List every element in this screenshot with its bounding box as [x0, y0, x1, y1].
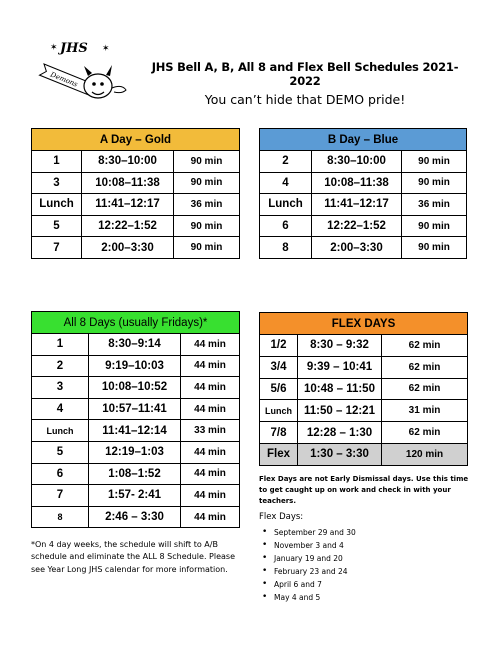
all-8-days-schedule-table [31, 311, 240, 528]
table-row [32, 334, 240, 356]
minutes-cell: 44 min [181, 485, 240, 507]
list-item: • January 19 and 20 [259, 552, 469, 565]
period-cell: 6 [32, 463, 89, 485]
minutes-cell: 90 min [402, 237, 467, 259]
demon-mascot-icon [38, 38, 130, 110]
minutes-cell: 90 min [402, 151, 467, 173]
time-cell: 12:19–1:03 [89, 441, 181, 463]
school-logo [38, 38, 130, 110]
a-day-schedule-table [31, 128, 240, 259]
time-cell: 12:28 – 1:30 [298, 422, 382, 444]
period-cell: Lunch [32, 194, 82, 216]
period-cell: Lunch [260, 194, 312, 216]
period-cell: 2 [32, 355, 89, 377]
period-cell: Lunch [260, 400, 298, 422]
table-row [32, 463, 240, 485]
period-cell: 1 [32, 151, 82, 173]
minutes-cell: 62 min [382, 422, 468, 444]
table-row [32, 355, 240, 377]
svg-text:✶: ✶ [102, 43, 110, 53]
period-cell: 8 [260, 237, 312, 259]
time-cell: 10:08–11:38 [312, 172, 402, 194]
table-row [260, 400, 468, 422]
minutes-cell: 44 min [181, 506, 240, 528]
minutes-cell: 62 min [382, 356, 468, 378]
time-cell: 12:22–1:52 [312, 215, 402, 237]
table-row [32, 151, 240, 173]
period-cell: 8 [32, 506, 89, 528]
table-row [260, 237, 467, 259]
minutes-cell: 44 min [181, 463, 240, 485]
logo-banner-text: Demons [49, 70, 79, 89]
period-cell: 5/6 [260, 378, 298, 400]
period-cell: 5 [32, 215, 82, 237]
period-cell: 6 [260, 215, 312, 237]
table-row [32, 398, 240, 420]
table-row [260, 443, 468, 465]
period-cell: 3/4 [260, 356, 298, 378]
time-cell: 12:22–1:52 [82, 215, 174, 237]
time-cell: 9:19–10:03 [89, 355, 181, 377]
period-cell: 3 [32, 377, 89, 399]
minutes-cell: 90 min [174, 151, 240, 173]
four-day-week-footnote: *On 4 day weeks, the schedule will shift to A/B schedule and eliminate the ALL 8 Schedule. Please see Year Long JHS calendar for more information. [31, 540, 235, 574]
time-cell: 11:50 – 12:21 [298, 400, 382, 422]
minutes-cell: 90 min [174, 215, 240, 237]
b-day-title: B Day – Blue [260, 129, 467, 151]
minutes-cell: 62 min [382, 378, 468, 400]
page-heading [140, 60, 470, 107]
minutes-cell: 44 min [181, 355, 240, 377]
minutes-cell: 120 min [382, 443, 468, 465]
period-cell: 5 [32, 441, 89, 463]
period-cell: 4 [260, 172, 312, 194]
time-cell: 2:00–3:30 [312, 237, 402, 259]
minutes-cell: 36 min [174, 194, 240, 216]
table-row [32, 172, 240, 194]
period-cell: 3 [32, 172, 82, 194]
time-cell: 2:00–3:30 [82, 237, 174, 259]
list-item: • September 29 and 30 [259, 526, 469, 539]
time-cell: 8:30–9:14 [89, 334, 181, 356]
minutes-cell: 44 min [181, 377, 240, 399]
list-item: • November 3 and 4 [259, 539, 469, 552]
period-cell: 2 [260, 151, 312, 173]
table-row [32, 441, 240, 463]
time-cell: 1:57- 2:41 [89, 485, 181, 507]
period-cell: 7/8 [260, 422, 298, 444]
time-cell: 8:30–10:00 [312, 151, 402, 173]
table-row [260, 422, 468, 444]
flex-days-schedule-table [259, 312, 468, 466]
minutes-cell: 90 min [174, 172, 240, 194]
period-cell: Lunch [32, 420, 89, 442]
minutes-cell: 90 min [402, 172, 467, 194]
b-day-schedule-table [259, 128, 467, 259]
list-item: • February 23 and 24 [259, 565, 469, 578]
period-cell: 7 [32, 485, 89, 507]
table-row [32, 485, 240, 507]
page-subtitle: You can’t hide that DEMO pride! [204, 92, 406, 107]
time-cell: 10:57–11:41 [89, 398, 181, 420]
period-cell: 7 [32, 237, 82, 259]
time-cell: 11:41–12:17 [82, 194, 174, 216]
period-cell: 1 [32, 334, 89, 356]
flex-days-title: FLEX DAYS [260, 313, 468, 335]
a-day-title: A Day – Gold [32, 129, 240, 151]
period-cell: Flex [260, 443, 298, 465]
minutes-cell: 62 min [382, 335, 468, 357]
time-cell: 8:30–10:00 [82, 151, 174, 173]
minutes-cell: 31 min [382, 400, 468, 422]
time-cell: 8:30 – 9:32 [298, 335, 382, 357]
table-row [260, 172, 467, 194]
period-cell: 1/2 [260, 335, 298, 357]
table-row [260, 151, 467, 173]
table-row [32, 377, 240, 399]
period-cell: 4 [32, 398, 89, 420]
minutes-cell: 33 min [181, 420, 240, 442]
time-cell: 11:41–12:14 [89, 420, 181, 442]
minutes-cell: 90 min [174, 237, 240, 259]
flex-days-note: Flex Days are not Early Dismissal days. Use this time to get caught up on work and check in with your teachers. [259, 475, 469, 506]
time-cell: 10:08–10:52 [89, 377, 181, 399]
all-8-days-title: All 8 Days (usually Fridays)* [32, 312, 240, 334]
table-row [260, 215, 467, 237]
table-row [32, 194, 240, 216]
time-cell: 2:46 – 3:30 [89, 506, 181, 528]
time-cell: 1:08–1:52 [89, 463, 181, 485]
table-row [32, 215, 240, 237]
table-row [32, 506, 240, 528]
time-cell: 1:30 – 3:30 [298, 443, 382, 465]
minutes-cell: 44 min [181, 441, 240, 463]
logo-letters: JHS [60, 41, 88, 56]
svg-text:✶: ✶ [50, 42, 58, 52]
flex-days-list [259, 512, 469, 604]
time-cell: 9:39 – 10:41 [298, 356, 382, 378]
minutes-cell: 36 min [402, 194, 467, 216]
list-item: • May 4 and 5 [259, 591, 469, 604]
table-row [260, 378, 468, 400]
time-cell: 10:48 – 11:50 [298, 378, 382, 400]
table-row [260, 356, 468, 378]
time-cell: 11:41–12:17 [312, 194, 402, 216]
minutes-cell: 44 min [181, 398, 240, 420]
flex-days-list-title: Flex Days: [259, 512, 304, 522]
page-title: JHS Bell A, B, All 8 and Flex Bell Schedules 2021-2022 [151, 60, 459, 88]
minutes-cell: 90 min [402, 215, 467, 237]
time-cell: 10:08–11:38 [82, 172, 174, 194]
list-item: • April 6 and 7 [259, 578, 469, 591]
table-row [32, 420, 240, 442]
table-row [32, 237, 240, 259]
minutes-cell: 44 min [181, 334, 240, 356]
table-row [260, 194, 467, 216]
table-row [260, 335, 468, 357]
